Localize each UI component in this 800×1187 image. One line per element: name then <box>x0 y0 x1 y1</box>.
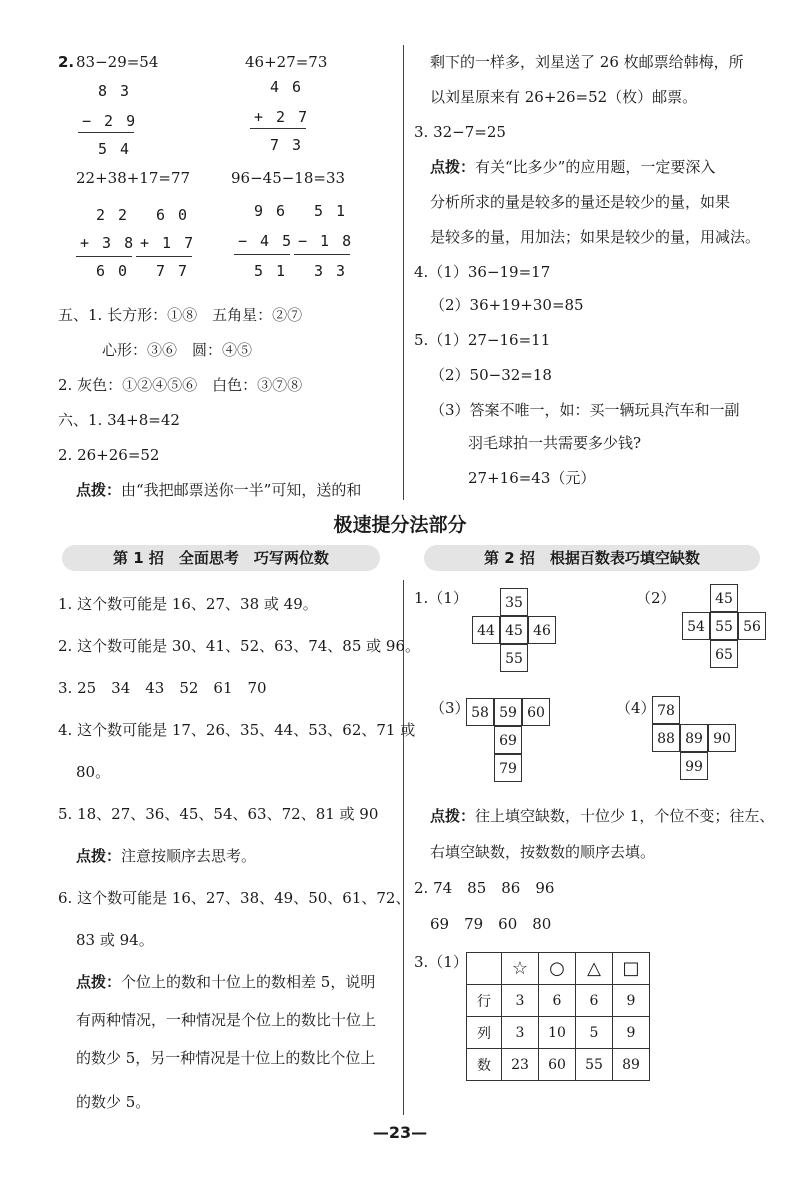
q3-answer: 3. 32−7=25 <box>414 123 506 141</box>
calc-line <box>78 132 134 133</box>
answer-5: 5. 18、27、36、45、54、63、72、81 或 90 <box>58 805 379 823</box>
q2-answers-row2: 69 79 60 80 <box>430 915 552 933</box>
tip-label: 点拨： <box>76 481 122 499</box>
table-row <box>467 985 650 1017</box>
table-corner-cell <box>467 953 502 985</box>
q4-2: （2）36+19+30=85 <box>430 296 584 314</box>
cont-line1: 剩下的一样多，刘星送了 26 枚邮票给韩梅，所 <box>430 53 744 71</box>
page-number: —23— <box>372 1123 428 1142</box>
left-section-banner <box>62 545 380 571</box>
banner-text: 第 1 招 全面思考 巧写两位数 <box>113 549 329 567</box>
symbol-table <box>466 952 650 1081</box>
tip-text: 个位上的数和十位上的数相差 5，说明 <box>121 973 376 991</box>
grid-1-label: 1.（1） <box>414 589 468 607</box>
grid-cell: 99 <box>680 752 708 780</box>
calc-result: 3 3 <box>314 262 348 280</box>
q3-label: 3.（1） <box>414 953 468 971</box>
calc-middle: − 2 9 <box>82 112 138 130</box>
tip-line <box>76 846 256 866</box>
section5-q1-cont: 心形：③⑥ 圆：④⑤ <box>102 341 253 359</box>
row-label: 数 <box>467 1049 502 1081</box>
calc-line <box>76 256 132 257</box>
tip-text: 注意按顺序去思考。 <box>121 847 257 865</box>
calc-line <box>136 256 192 257</box>
grid-cell: 45 <box>500 616 528 644</box>
answer-3: 3. 25 34 43 52 61 70 <box>58 679 267 697</box>
table-cell: 55 <box>576 1049 613 1081</box>
tip-label: 点拨： <box>430 807 476 825</box>
right-section-banner <box>424 545 760 571</box>
grid-cell: 90 <box>708 724 736 752</box>
section-title: 极速提分法部分 <box>333 514 467 536</box>
calc-line <box>234 254 290 255</box>
table-cell: 3 <box>502 1017 539 1049</box>
grid-cell: 55 <box>500 644 528 672</box>
calc-result: 6 0 <box>96 262 130 280</box>
section5-q2: 2. 灰色：①②④⑤⑥ 白色：③⑦⑧ <box>58 376 303 394</box>
banner-text: 第 2 招 根据百数表巧填空缺数 <box>484 549 700 567</box>
grid-cell: 88 <box>652 724 680 752</box>
equation-22-38-17: 22+38+17=77 <box>76 169 191 187</box>
grid-cell: 69 <box>494 726 522 754</box>
grid-cell: 58 <box>466 698 494 726</box>
equation-96-45-18: 96−45−18=33 <box>231 169 346 187</box>
tip-text: 往上填空缺数，十位少 1，个位不变；往左、 <box>475 807 775 825</box>
calc-top: 6 0 <box>156 206 190 224</box>
section5-q1: 五、1. 长方形：①⑧ 五角星：②⑦ <box>58 306 303 324</box>
q5-2: （2）50−32=18 <box>430 366 552 384</box>
calc-middle: + 2 7 <box>254 108 310 126</box>
tip-line <box>76 972 375 992</box>
grid-cell: 65 <box>710 640 738 668</box>
calc-top: 5 1 <box>314 202 348 220</box>
q2-label: 2. <box>58 53 75 71</box>
triangle-icon: △ <box>576 953 613 985</box>
answer-4: 4. 这个数可能是 17、26、35、44、53、62、71 或 <box>58 721 416 739</box>
tip-label: 点拨： <box>430 158 476 176</box>
grid-cell: 78 <box>652 696 680 724</box>
grid-2-label: （2） <box>636 589 676 607</box>
grid-cell: 45 <box>710 584 738 612</box>
tip-line <box>430 806 774 826</box>
q5-3-answer: 27+16=43（元） <box>468 469 596 487</box>
equation-46-27: 46+27=73 <box>245 53 328 71</box>
grid-cell: 59 <box>494 698 522 726</box>
row-label: 行 <box>467 985 502 1017</box>
calc-result: 7 7 <box>156 262 190 280</box>
grid-cell: 46 <box>528 616 556 644</box>
q5-3: （3）答案不唯一，如：买一辆玩具汽车和一副 <box>430 401 740 419</box>
tip-line3: 的数少 5，另一种情况是十位上的数比个位上 <box>76 1049 376 1067</box>
table-cell: 23 <box>502 1049 539 1081</box>
circle-icon: ○ <box>539 953 576 985</box>
grid-cell: 56 <box>738 612 766 640</box>
column-divider <box>403 580 404 1115</box>
tip-line <box>430 157 715 177</box>
table-header-row <box>467 953 650 985</box>
grid-cell: 54 <box>682 612 710 640</box>
calc-top: 4 6 <box>270 78 304 96</box>
tip-line2: 右填空缺数，按数数的顺序去填。 <box>430 843 656 861</box>
section6-q2: 2. 26+26=52 <box>58 446 160 464</box>
tip-line2: 分析所求的量是较多的量还是较少的量，如果 <box>430 193 731 211</box>
table-row <box>467 1049 650 1081</box>
calc-middle: − 4 5 <box>238 232 294 250</box>
cont-line2: 以刘星原来有 26+26=52（枚）邮票。 <box>430 88 698 106</box>
calc-top: 9 6 <box>254 202 288 220</box>
calc-result: 5 4 <box>98 140 132 158</box>
calc-top: 2 2 <box>96 206 130 224</box>
calc-result: 5 1 <box>254 262 288 280</box>
calc-middle: − 1 8 <box>298 232 354 250</box>
tip-line3: 是较多的量，用加法；如果是较少的量，用减法。 <box>430 228 761 246</box>
table-cell: 9 <box>613 1017 650 1049</box>
calc-result: 7 3 <box>270 136 304 154</box>
q2-answers-row1: 2. 74 85 86 96 <box>414 879 555 897</box>
calc-top: 8 3 <box>98 82 132 100</box>
tip-line2: 有两种情况，一种情况是个位上的数比十位上 <box>76 1011 377 1029</box>
square-icon: □ <box>613 953 650 985</box>
tip-label: 点拨： <box>76 847 122 865</box>
answer-1: 1. 这个数可能是 16、27、38 或 49。 <box>58 595 318 613</box>
table-cell: 9 <box>613 985 650 1017</box>
answer-4-cont: 80。 <box>76 763 111 781</box>
table-cell: 3 <box>502 985 539 1017</box>
calc-middle: + 3 8 <box>80 234 136 252</box>
q5-3-cont: 羽毛球拍一共需要多少钱? <box>468 434 642 452</box>
calc-middle: + 1 7 <box>140 234 196 252</box>
grid-cell: 89 <box>680 724 708 752</box>
table-cell: 6 <box>576 985 613 1017</box>
grid-cell: 79 <box>494 754 522 782</box>
grid-4-label: （4） <box>616 699 656 717</box>
column-divider <box>403 45 404 500</box>
q4-1: 4.（1）36−19=17 <box>414 263 551 281</box>
tip-label: 点拨： <box>76 973 122 991</box>
grid-cell: 35 <box>500 588 528 616</box>
tip-text: 有关“比多少”的应用题，一定要深入 <box>475 158 716 176</box>
row-label: 列 <box>467 1017 502 1049</box>
answer-6-cont: 83 或 94。 <box>76 931 154 949</box>
tip-line4: 的数少 5。 <box>76 1093 151 1111</box>
tip-text: 由“我把邮票送你一半”可知，送的和 <box>121 481 362 499</box>
grid-cell: 55 <box>710 612 738 640</box>
tip-line <box>76 480 361 500</box>
table-cell: 60 <box>539 1049 576 1081</box>
table-cell: 6 <box>539 985 576 1017</box>
table-cell: 89 <box>613 1049 650 1081</box>
star-icon: ☆ <box>502 953 539 985</box>
q5-1: 5.（1）27−16=11 <box>414 331 551 349</box>
section6-q1: 六、1. 34+8=42 <box>58 411 180 429</box>
calc-line <box>250 128 306 129</box>
table-row <box>467 1017 650 1049</box>
answer-6: 6. 这个数可能是 16、27、38、49、50、61、72、 <box>58 889 411 907</box>
calc-line <box>294 254 350 255</box>
table-cell: 5 <box>576 1017 613 1049</box>
grid-cell: 60 <box>522 698 550 726</box>
answer-2: 2. 这个数可能是 30、41、52、63、74、85 或 96。 <box>58 637 420 655</box>
grid-3-label: （3） <box>430 699 470 717</box>
table-cell: 10 <box>539 1017 576 1049</box>
grid-cell: 44 <box>472 616 500 644</box>
equation-83-29: 83−29=54 <box>76 53 159 71</box>
